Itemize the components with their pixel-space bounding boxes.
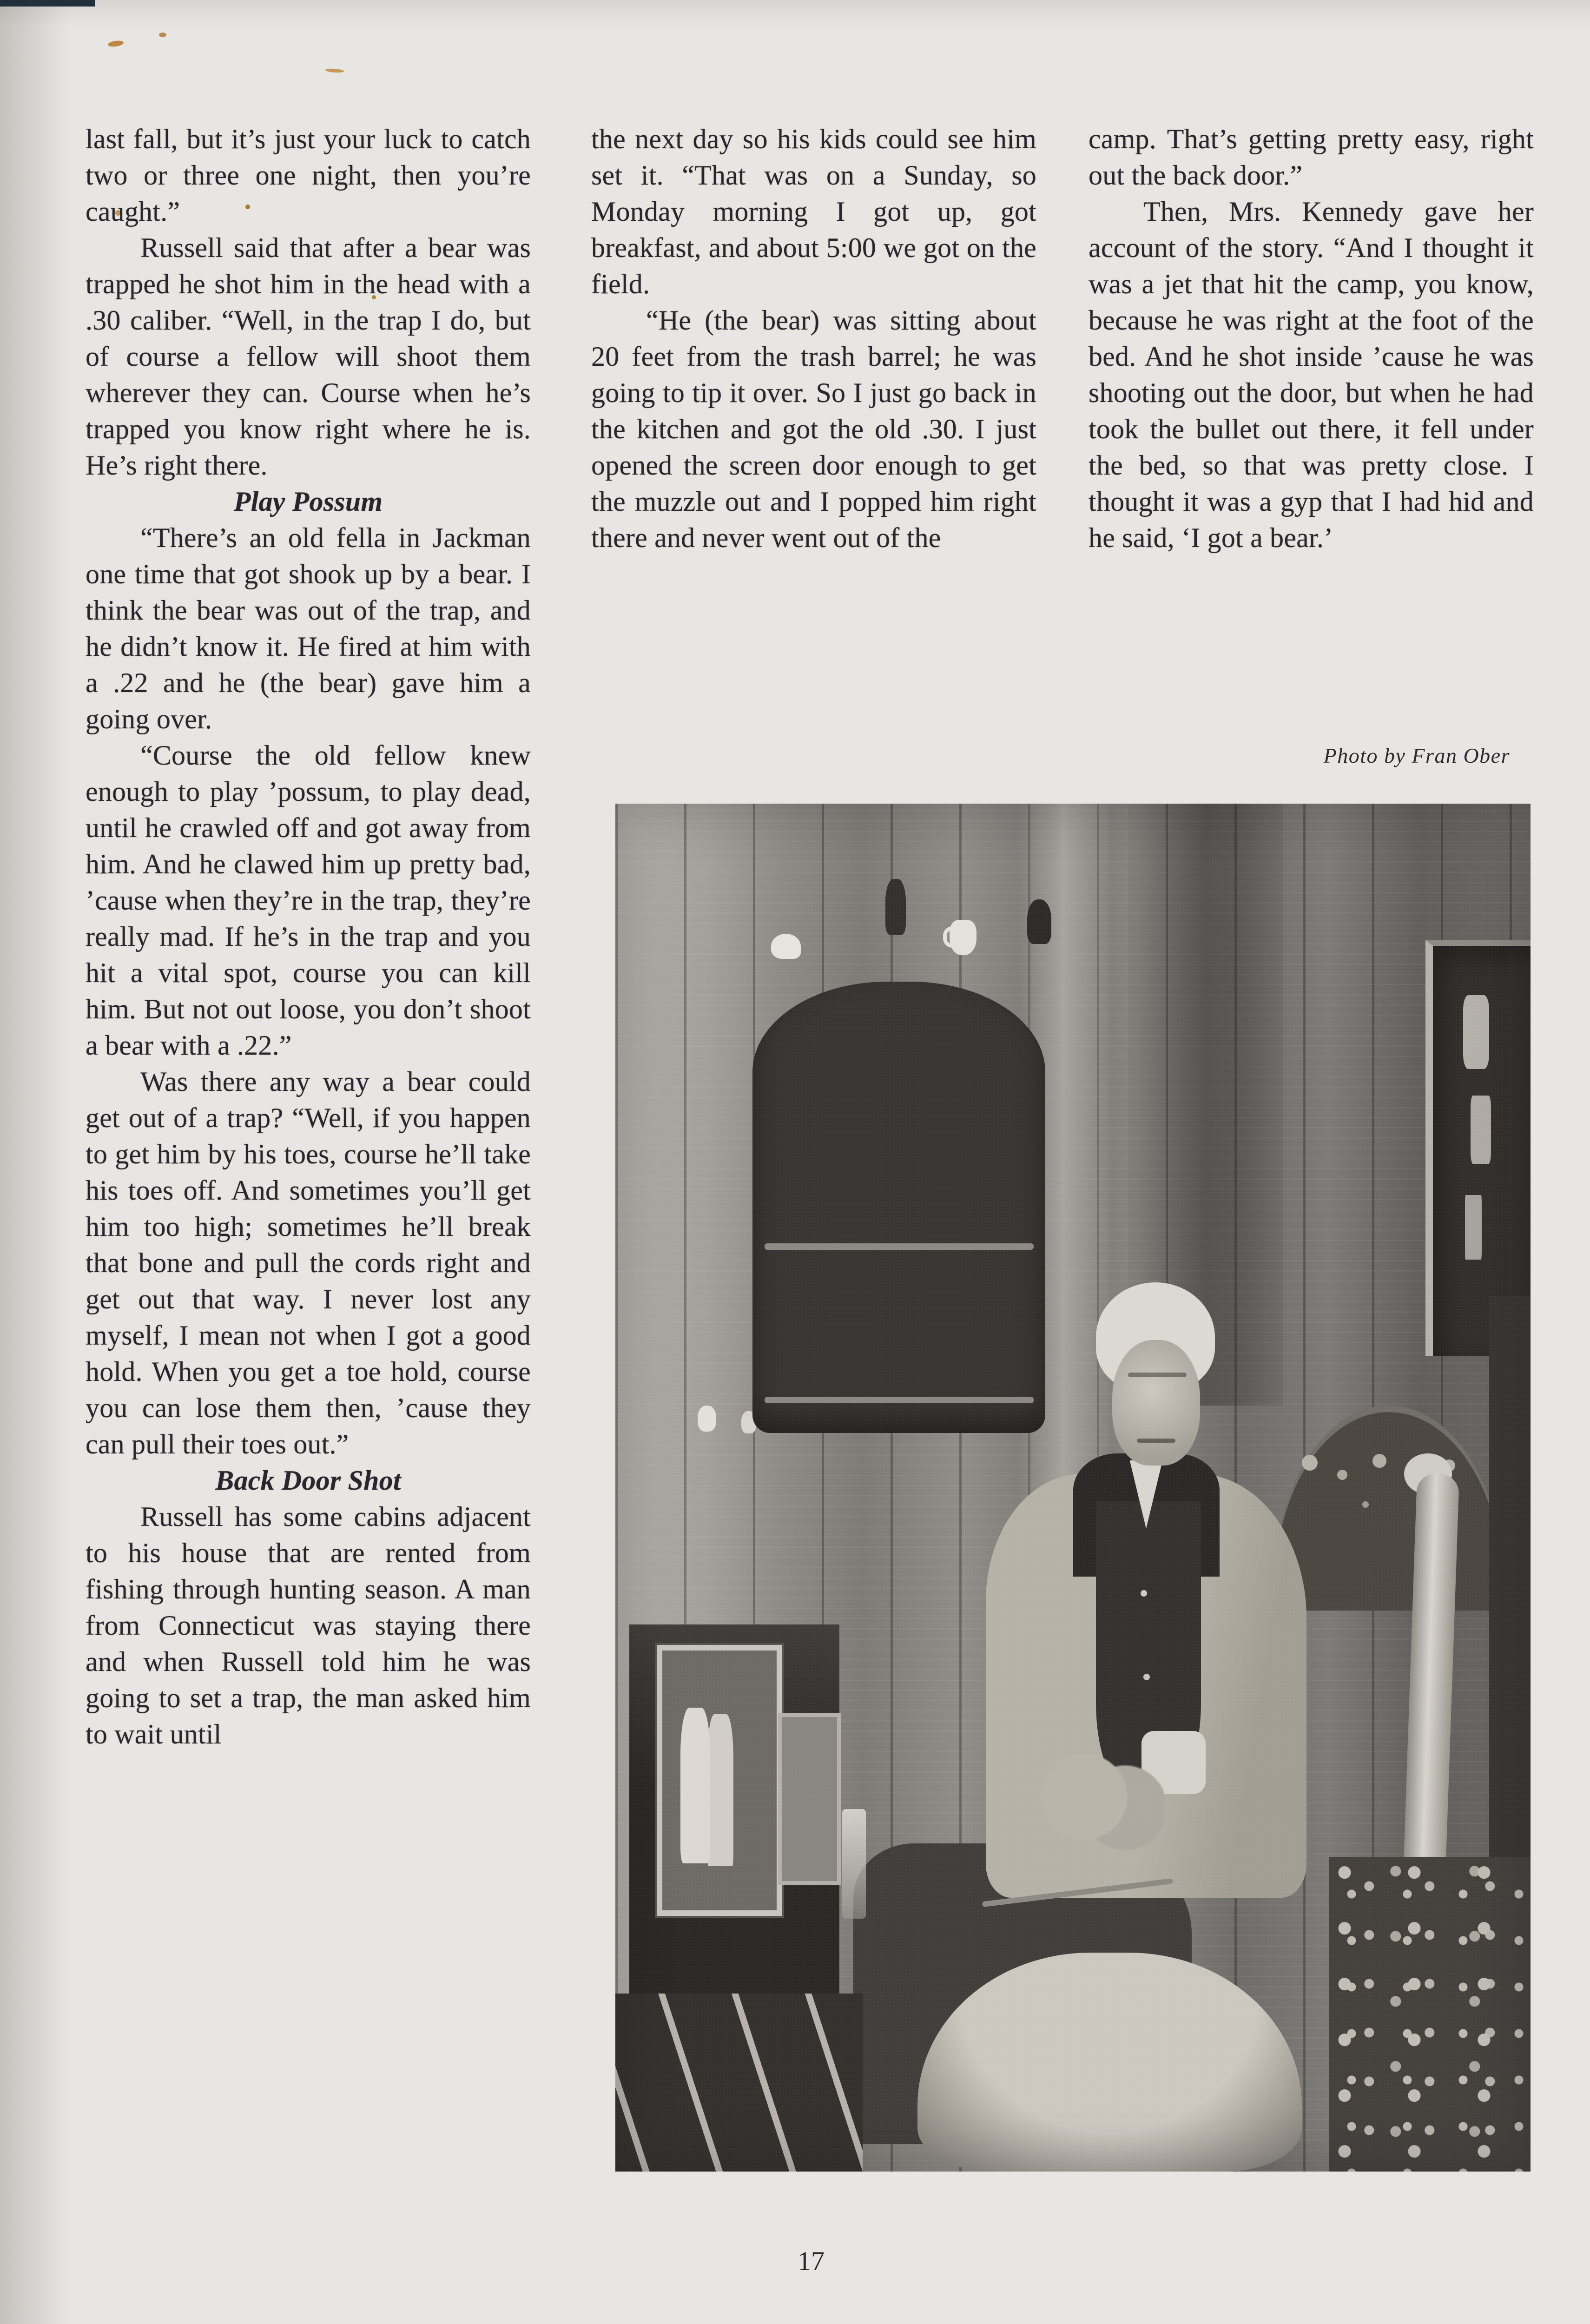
column-middle [591, 121, 1036, 556]
photo-vignette [615, 804, 1531, 2172]
page-edge-shadow [0, 0, 70, 2324]
paragraph: “He (the bear) was sitting about 20 feet from the trash barrel; he was going to tip it over. So I just go back in the kitchen and got the old .30. I just opened the screen door enough to get the muzzle out and I popped him right there and never went out of the [591, 305, 1036, 553]
paragraph: “There’s an old fella in Jackman one time that got shook up by a bear. I think the bear was out of the trap, and he didn’t know it. He fired at him with a .22 and he (the bear) gave him a going over. [86, 522, 531, 734]
paragraph: last fall, but it’s just your luck to catch two or three one night, then you’re caught.” [86, 124, 531, 227]
subhead-back-door-shot: Back Door Shot [215, 1465, 401, 1496]
paragraph: camp. That’s getting pretty easy, right out the back door.” [1089, 124, 1534, 191]
photo-credit: Photo by Fran Ober [1323, 744, 1510, 767]
foxing-spot [107, 40, 124, 48]
paragraph: Russell has some cabins adjacent to his house that are rented from fishing through hunting season. A man from Connecticut was staying there and when Russell told him he was going to set a trap, the man asked him to wait until [86, 1501, 531, 1750]
foxing-spot [159, 33, 166, 37]
paragraph: Russell said that after a bear was trapped he shot him in the head with a .30 caliber. “Well, in the trap I do, but of course a fellow will shoot them wherever they can. Course when he’s trapped you know right where he is. He’s right there. [86, 232, 531, 481]
scan-edge-artifact [0, 0, 95, 7]
foxing-spot [325, 68, 344, 73]
paragraph: the next day so his kids could see him set it. “That was on a Sunday, so Monday morning I got up, got breakfast, and about 5:00 we got on the field. [591, 124, 1036, 299]
page-number: 17 [798, 2246, 825, 2276]
paragraph: Was there any way a bear could get out of a trap? “Well, if you happen to get him by his toes, course he’ll take his toes off. And sometimes you’ll get him too high; sometimes he’ll break that bone and pull the cords right and get out that way. I never lost any myself, I mean not when I got a good hold. When you get a toe hold, course you can lose them then, ’cause they can pull their toes out.” [86, 1066, 531, 1459]
paragraph: “Course the old fellow knew enough to play ’possum, to play dead, until he crawled off and got away from him. And he clawed him up pretty bad, ’cause when they’re in the trap, they’re really mad. If he’s in the trap and you hit a vital spot, course you can kill him. But not out loose, you don’t shoot a bear with a .22.” [86, 740, 531, 1061]
article-photo [615, 804, 1531, 2172]
page-top-shadow [0, 0, 1590, 28]
subhead-play-possum: Play Possum [233, 486, 383, 517]
column-right [1089, 121, 1534, 556]
column-left [86, 121, 531, 1752]
paragraph: Then, Mrs. Kennedy gave her account of the story. “And I thought it was a jet that hit the camp, you know, because he was right at the foot of the bed. And he shot inside ’cause he was shooting out the door, but when he had took the bullet out there, it fell under the bed, so that was pretty close. I thought it was a gyp that I had hid and he said, ‘I got a bear.’ [1089, 196, 1534, 553]
